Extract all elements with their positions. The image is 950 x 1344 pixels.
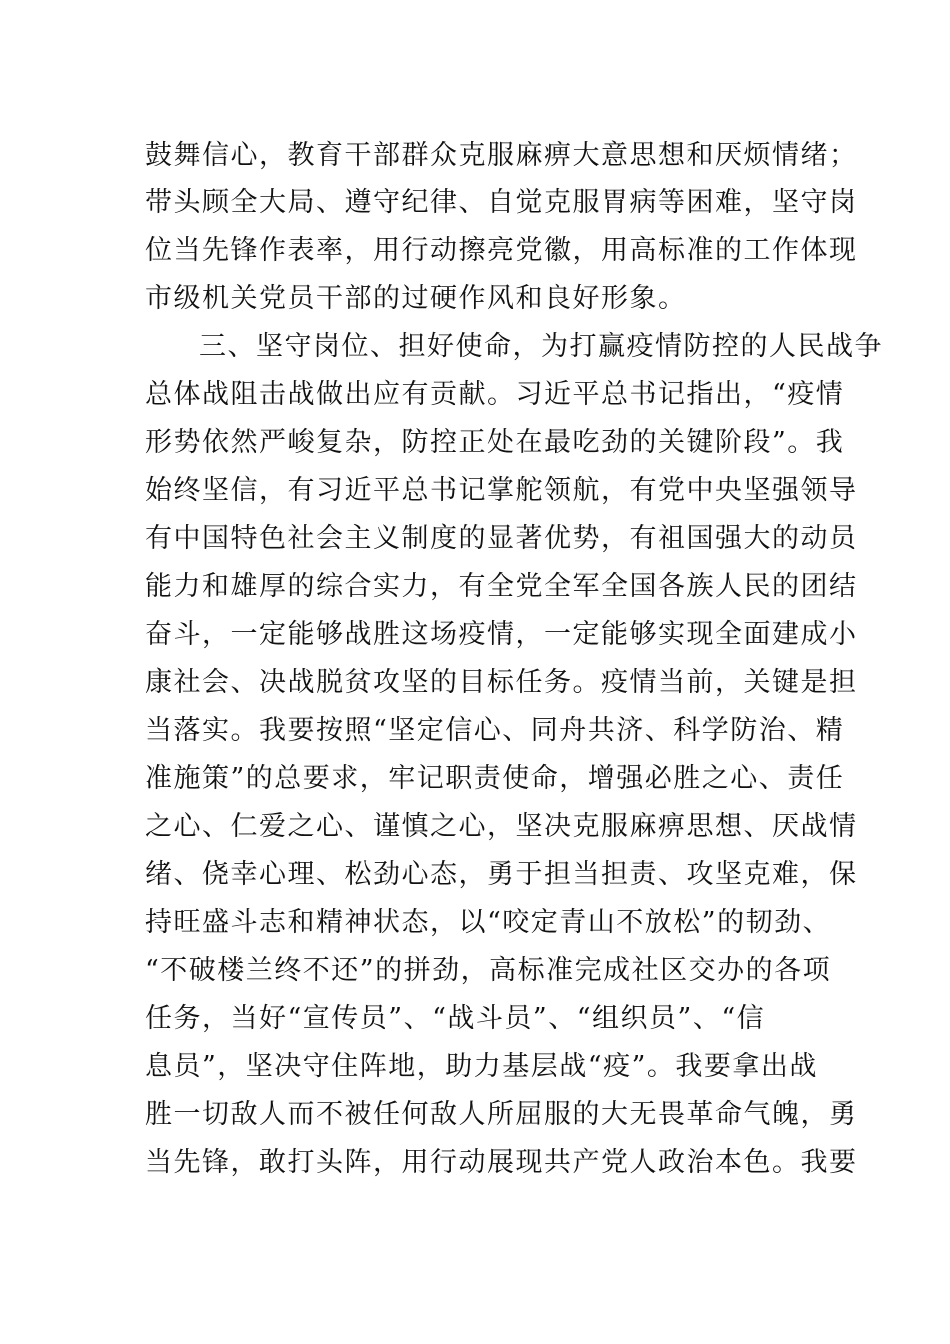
text-line-3: 位当先锋作表率，用行动擦亮党徽，用高标准的工作体现	[145, 235, 858, 266]
text-line-4: 市级机关党员干部的过硬作风和良好形象。	[145, 283, 687, 314]
text-line-21: 胜一切敌人而不被任何敌人所屈服的大无畏革命气魄，勇	[145, 1099, 858, 1130]
text-line-16: 绪、侥幸心理、松劲心态，勇于担当担责、攻坚克难，保	[145, 859, 858, 890]
text-line-15: 之心、仁爱之心、谨慎之心，坚决克服麻痹思想、厌战情	[145, 811, 858, 842]
text-line-13: 当落实。我要按照“坚定信心、同舟共济、科学防治、精	[145, 715, 845, 746]
text-line-8: 始终坚信，有习近平总书记掌舵领航，有党中央坚强领导	[145, 475, 858, 506]
text-line-19: 任务，当好“宣传员”、“战斗员”、“组织员”、“信	[145, 1003, 766, 1034]
paragraph-start-line: 三、坚守岗位、担好使命，为打赢疫情防控的人民战争	[199, 331, 883, 362]
text-line-18: “不破楼兰终不还”的拼劲，高标准完成社区交办的各项	[145, 955, 832, 986]
text-line-2: 带头顾全大局、遵守纪律、自觉克服胃病等困难，坚守岗	[145, 187, 858, 218]
text-line-1: 鼓舞信心，教育干部群众克服麻痹大意思想和厌烦情绪；	[145, 140, 858, 171]
text-line-20: 息员”，坚决守住阵地，助力基层战“疫”。我要拿出战	[145, 1051, 818, 1082]
text-line-12: 康社会、决战脱贫攻坚的目标任务。疫情当前，关键是担	[145, 667, 858, 698]
text-line-10: 能力和雄厚的综合实力，有全党全军全国各族人民的团结	[145, 571, 858, 602]
text-line-14: 准施策”的总要求，牢记职责使命，增强必胜之心、责任	[145, 763, 845, 794]
text-line-11: 奋斗，一定能够战胜这场疫情，一定能够实现全面建成小	[145, 619, 858, 650]
text-line-6: 总体战阻击战做出应有贡献。习近平总书记指出，“疫情	[145, 379, 845, 410]
text-line-7: 形势依然严峻复杂，防控正处在最吃劲的关键阶段”。我	[145, 427, 845, 458]
text-line-17: 持旺盛斗志和精神状态，以“咬定青山不放松”的韧劲、	[145, 907, 832, 938]
text-line-9: 有中国特色社会主义制度的显著优势，有祖国强大的动员	[145, 523, 858, 554]
text-line-22: 当先锋，敢打头阵，用行动展现共产党人政治本色。我要	[145, 1147, 858, 1178]
